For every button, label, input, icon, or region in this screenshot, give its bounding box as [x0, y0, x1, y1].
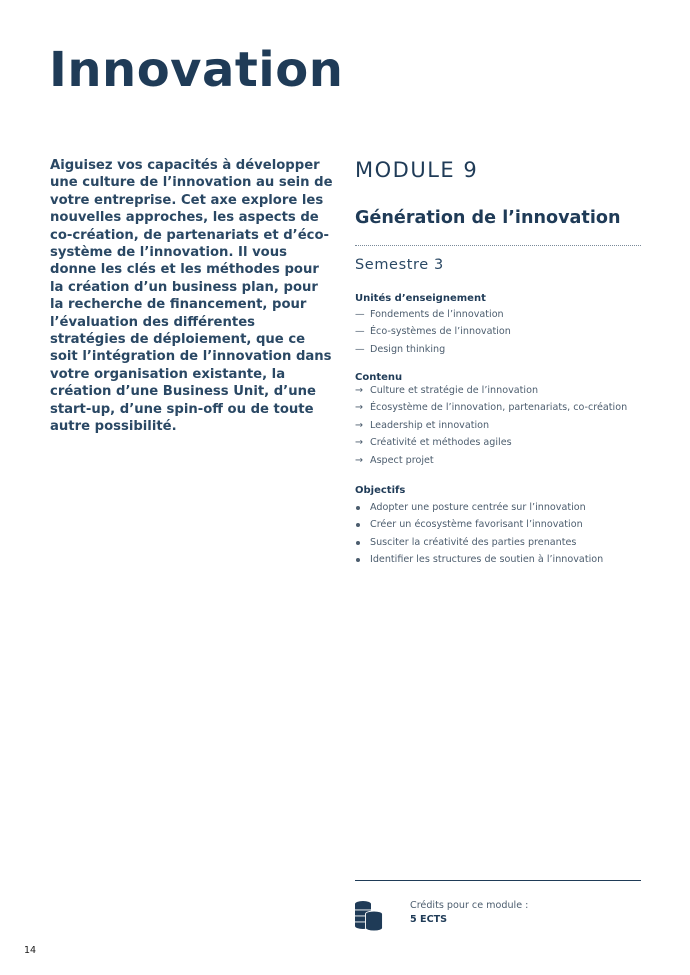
arrow-right-icon: → — [355, 385, 364, 396]
dotted-divider — [355, 245, 641, 246]
list-item: → Leadership et innovation — [355, 417, 645, 434]
list-item: — Fondements de l’innovation — [355, 306, 645, 323]
list-item: — Design thinking — [355, 341, 645, 358]
bullet-icon — [356, 523, 360, 527]
list-item: Identifier les structures de soutien à l’innovation — [355, 551, 645, 568]
credits-label: Crédits pour ce module : — [410, 900, 529, 911]
footer-divider — [355, 880, 641, 881]
section-heading-objectifs: Objectifs — [355, 485, 406, 496]
module-title: Génération de l’innovation — [355, 208, 621, 228]
bullet-icon — [356, 558, 360, 562]
bullet-icon — [356, 541, 360, 545]
list-item: Créer un écosystème favorisant l’innovation — [355, 516, 645, 533]
list-item: → Créativité et méthodes agiles — [355, 434, 645, 451]
dash-icon: — — [355, 309, 365, 320]
arrow-right-icon: → — [355, 437, 364, 449]
list-item: Susciter la créativité des parties prenantes — [355, 534, 645, 551]
page-number: 14 — [24, 945, 37, 956]
dash-icon: — — [355, 343, 365, 355]
module-panel — [355, 155, 641, 566]
arrow-right-icon: → — [355, 454, 364, 466]
credits-value: 5 ECTS — [410, 914, 448, 925]
page-title: Innovation — [49, 42, 344, 98]
coins-icon — [354, 900, 384, 936]
list-item: Adopter une posture centrée sur l’innovation — [355, 499, 645, 516]
list-item: → Culture et stratégie de l’innovation — [355, 382, 645, 399]
section-heading-unites: Unités d’enseignement — [355, 293, 486, 304]
list-item: — Éco-systèmes de l’innovation — [355, 323, 645, 340]
list-item: → Écosystème de l’innovation, partenariats, co-création — [355, 399, 645, 416]
arrow-right-icon: → — [355, 419, 364, 431]
bullet-icon — [356, 506, 360, 510]
dash-icon: — — [355, 326, 365, 338]
section-unites — [355, 292, 645, 358]
list-objectifs — [355, 499, 645, 569]
arrow-right-icon: → — [355, 402, 364, 414]
list-item: → Aspect projet — [355, 452, 645, 469]
list-contenu — [355, 382, 645, 469]
module-label: MODULE 9 — [355, 158, 479, 182]
semester-label: Semestre 3 — [355, 257, 444, 273]
section-contenu — [355, 371, 645, 469]
section-heading-contenu: Contenu — [355, 372, 403, 383]
list-unites — [355, 306, 645, 358]
section-objectifs — [355, 484, 645, 569]
intro-paragraph: Aiguisez vos capacités à développer une culture de l’innovation au sein de votre entreprise. Cet axe explore les nouvelles approches, les aspects de co-création, de partenariats et d’éco-système de l’innovation. Il vous donne les clés et les méthodes pour la création d’un business plan, pour la recherche de financement, pour l’évaluation des différentes stratégies de déploiement, que ce soit l’intégration de l’innovation dans votre organisation existante, la création d’une Business Unit, d’une start-up, d’une spin-off ou de toute autre possibilité. — [50, 158, 333, 435]
